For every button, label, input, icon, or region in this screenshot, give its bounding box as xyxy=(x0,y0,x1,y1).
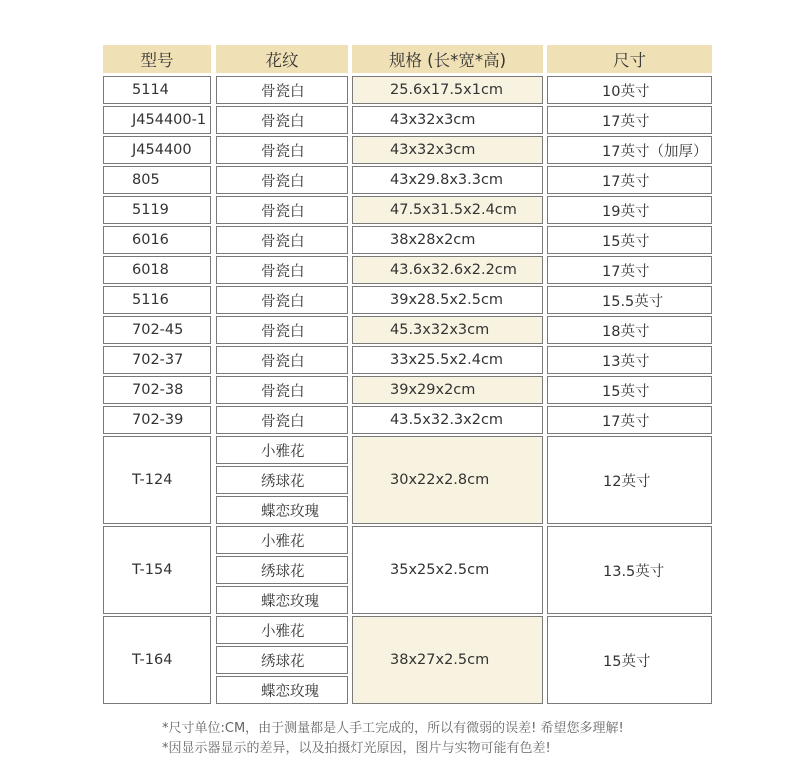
table-cell-spec: 47.5x31.5x2.4cm xyxy=(352,196,543,224)
table-cell-size: 15英寸 xyxy=(547,616,712,704)
table-cell-spec: 43x32x3cm xyxy=(352,136,543,164)
table-cell-spec: 43.6x32.6x2.2cm xyxy=(352,256,543,284)
table-cell-pattern: 骨瓷白 xyxy=(216,376,348,404)
table-cell-spec: 38x28x2cm xyxy=(352,226,543,254)
table-cell-model: 5116 xyxy=(103,286,211,314)
table-cell-model: 702-37 xyxy=(103,346,211,374)
table-cell-size: 13英寸 xyxy=(547,346,712,374)
table-cell-model: 6018 xyxy=(103,256,211,284)
table-cell-size: 17英寸 xyxy=(547,256,712,284)
table-cell-size: 17英寸 xyxy=(547,106,712,134)
table-cell-pattern: 蝶恋玫瑰 xyxy=(216,676,348,704)
table-cell-pattern: 骨瓷白 xyxy=(216,106,348,134)
table-cell-spec: 43x29.8x3.3cm xyxy=(352,166,543,194)
table-cell-model: 6016 xyxy=(103,226,211,254)
table-cell-size: 15英寸 xyxy=(547,376,712,404)
table-cell-pattern: 骨瓷白 xyxy=(216,76,348,104)
table-cell-model: J454400 xyxy=(103,136,211,164)
table-cell-model: T-164 xyxy=(103,616,211,704)
header-model: 型号 xyxy=(103,45,211,73)
table-cell-pattern: 骨瓷白 xyxy=(216,406,348,434)
header-pattern: 花纹 xyxy=(216,45,348,73)
table-cell-size: 12英寸 xyxy=(547,436,712,524)
table-cell-model: 702-45 xyxy=(103,316,211,344)
table-cell-pattern: 绣球花 xyxy=(216,646,348,674)
table-cell-spec: 33x25.5x2.4cm xyxy=(352,346,543,374)
table-cell-size: 18英寸 xyxy=(547,316,712,344)
table-cell-pattern: 绣球花 xyxy=(216,556,348,584)
table-cell-spec: 39x29x2cm xyxy=(352,376,543,404)
table-cell-spec: 38x27x2.5cm xyxy=(352,616,543,704)
table-cell-pattern: 小雅花 xyxy=(216,526,348,554)
table-cell-pattern: 蝶恋玫瑰 xyxy=(216,496,348,524)
table-cell-pattern: 骨瓷白 xyxy=(216,166,348,194)
table-cell-model: 5114 xyxy=(103,76,211,104)
table-cell-pattern: 骨瓷白 xyxy=(216,316,348,344)
table-cell-size: 13.5英寸 xyxy=(547,526,712,614)
note-measurement: *尺寸单位:CM，由于测量都是人手工完成的，所以有微弱的误差! 希望您多理解! xyxy=(162,721,624,736)
table-cell-pattern: 骨瓷白 xyxy=(216,136,348,164)
table-cell-spec: 39x28.5x2.5cm xyxy=(352,286,543,314)
table-cell-model: J454400-1 xyxy=(103,106,211,134)
table-cell-pattern: 绣球花 xyxy=(216,466,348,494)
table-cell-spec: 43x32x3cm xyxy=(352,106,543,134)
table-cell-pattern: 骨瓷白 xyxy=(216,226,348,254)
table-cell-pattern: 蝶恋玫瑰 xyxy=(216,586,348,614)
table-cell-size: 15英寸 xyxy=(547,226,712,254)
table-cell-spec: 25.6x17.5x1cm xyxy=(352,76,543,104)
table-cell-model: 5119 xyxy=(103,196,211,224)
table-cell-spec: 35x25x2.5cm xyxy=(352,526,543,614)
table-cell-model: T-124 xyxy=(103,436,211,524)
table-cell-model: 702-38 xyxy=(103,376,211,404)
table-cell-pattern: 骨瓷白 xyxy=(216,256,348,284)
table-cell-pattern: 小雅花 xyxy=(216,616,348,644)
table-cell-pattern: 骨瓷白 xyxy=(216,196,348,224)
table-cell-size: 15.5英寸 xyxy=(547,286,712,314)
table-cell-model: 805 xyxy=(103,166,211,194)
table-cell-size: 17英寸 xyxy=(547,166,712,194)
table-cell-size: 17英寸（加厚） xyxy=(547,136,712,164)
table-cell-model: T-154 xyxy=(103,526,211,614)
table-cell-size: 10英寸 xyxy=(547,76,712,104)
table-cell-pattern: 小雅花 xyxy=(216,436,348,464)
table-cell-model: 702-39 xyxy=(103,406,211,434)
table-cell-spec: 45.3x32x3cm xyxy=(352,316,543,344)
header-spec: 规格 (长*宽*高) xyxy=(352,45,543,73)
header-size: 尺寸 xyxy=(547,45,712,73)
table-cell-pattern: 骨瓷白 xyxy=(216,286,348,314)
note-color-difference: *因显示器显示的差异，以及拍摄灯光原因，图片与实物可能有色差! xyxy=(162,741,551,756)
table-cell-size: 19英寸 xyxy=(547,196,712,224)
table-cell-size: 17英寸 xyxy=(547,406,712,434)
table-cell-pattern: 骨瓷白 xyxy=(216,346,348,374)
table-cell-spec: 30x22x2.8cm xyxy=(352,436,543,524)
table-cell-spec: 43.5x32.3x2cm xyxy=(352,406,543,434)
